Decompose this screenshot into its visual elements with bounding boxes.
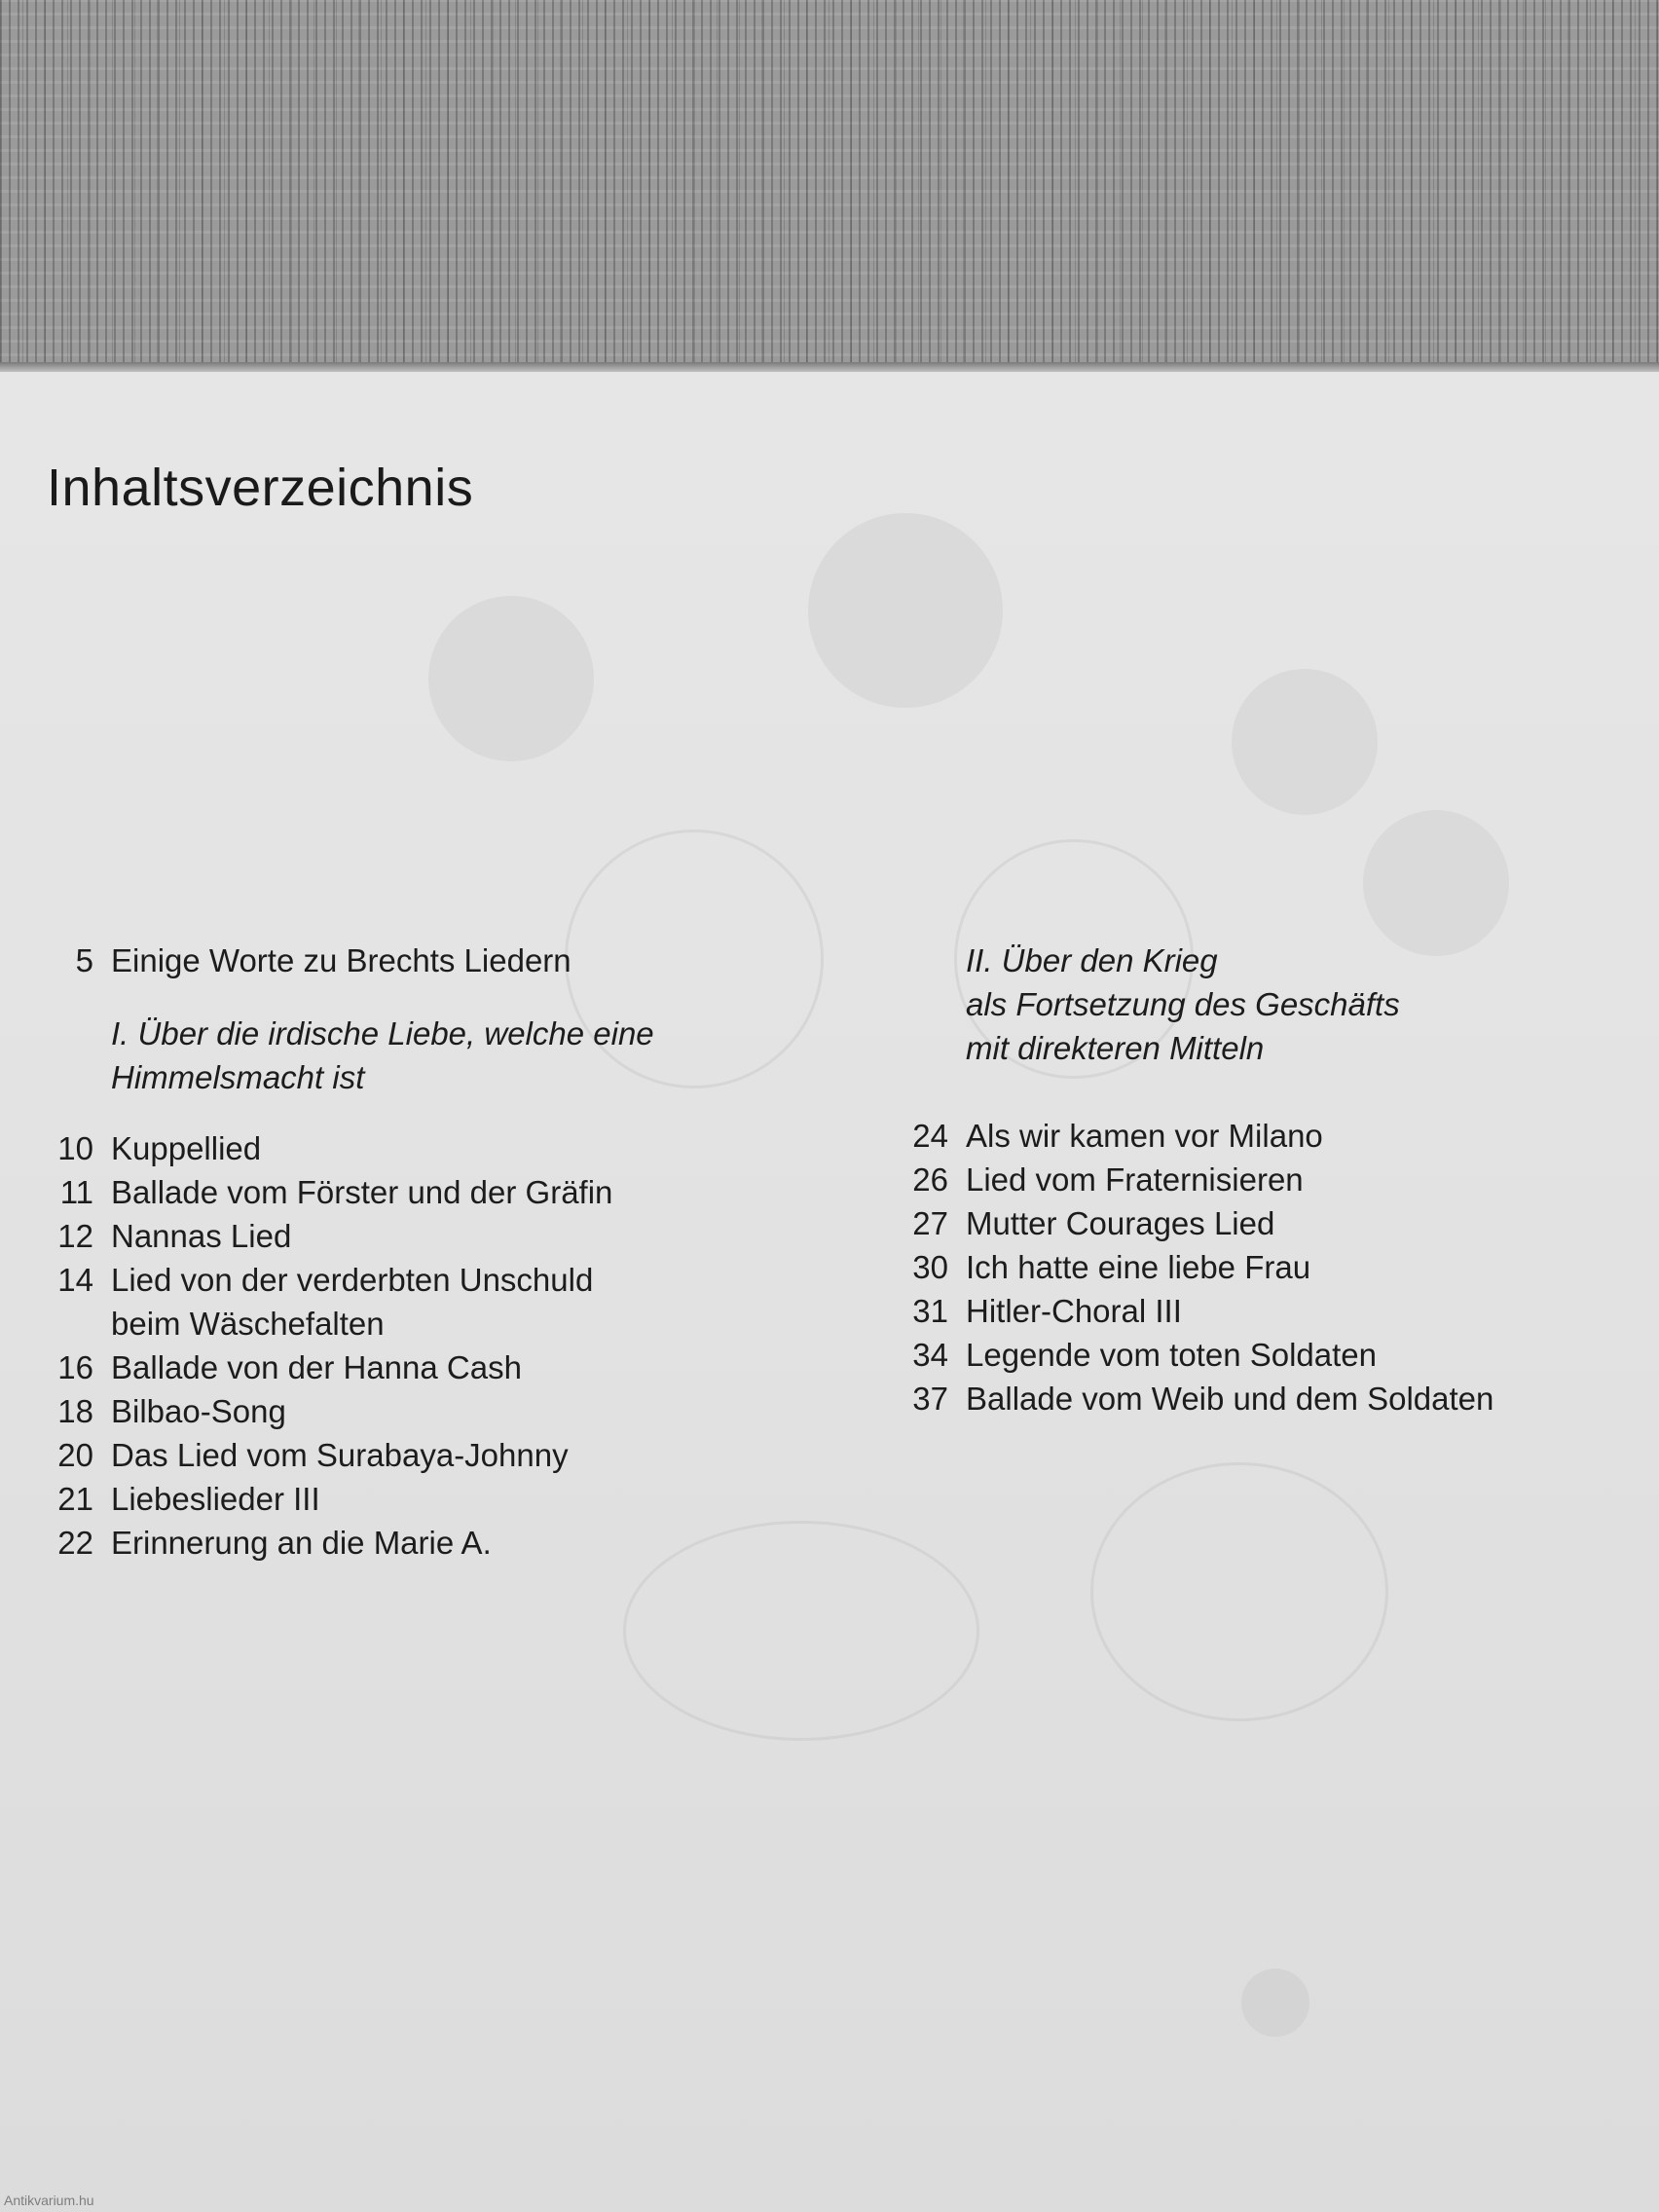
page-number: 5 [75, 942, 93, 978]
background-illustration [808, 513, 1003, 708]
toc-entry [39, 1346, 779, 1389]
toc-entry [894, 1289, 1595, 1333]
entry-title: Hitler-Choral III [966, 1293, 1182, 1329]
entry-title: Ich hatte eine liebe Frau [966, 1249, 1311, 1285]
entry-title: Kuppellied [111, 1130, 262, 1166]
background-texture [0, 0, 1659, 370]
entry-title: Lied von der verderbten Unschuld [111, 1262, 594, 1298]
entry-title: Mutter Courages Lied [966, 1205, 1275, 1241]
toc-entry [39, 1389, 779, 1433]
background-illustration [1241, 1969, 1309, 2037]
page-number: 10 [57, 1130, 93, 1166]
page-number: 31 [912, 1293, 948, 1329]
section-heading-1: I. Über die irdische Liebe, welche eine Himmelsmacht ist [111, 1015, 654, 1095]
toc-entry [894, 1201, 1595, 1245]
background-illustration [1232, 669, 1378, 815]
page-number: 14 [57, 1262, 93, 1298]
toc-entry [39, 1170, 779, 1214]
toc-entry [39, 1433, 779, 1477]
toc-entry [894, 1158, 1595, 1201]
entry-title: Als wir kamen vor Milano [966, 1118, 1323, 1154]
page-number: 11 [59, 1174, 93, 1210]
background-illustration [1090, 1462, 1388, 1721]
toc-entry [894, 1114, 1595, 1158]
page-number: 34 [912, 1337, 948, 1373]
toc-left-column [39, 939, 779, 1565]
page-number: 21 [57, 1481, 93, 1517]
page-number: 27 [912, 1205, 948, 1241]
entry-title: Ballade vom Förster und der Gräfin [111, 1174, 613, 1210]
entry-title: Einige Worte zu Brechts Liedern [111, 942, 571, 978]
entry-title: Legende vom toten Soldaten [966, 1337, 1377, 1373]
page-number: 22 [57, 1525, 93, 1561]
background-illustration [428, 596, 594, 761]
page-number: 20 [57, 1437, 93, 1473]
page-number: 24 [912, 1118, 948, 1154]
toc-entry [39, 1126, 779, 1170]
page-number: 37 [912, 1381, 948, 1417]
toc-entry [39, 939, 779, 982]
entry-title: Erinnerung an die Marie A. [111, 1525, 492, 1561]
toc-entry [39, 1521, 779, 1565]
section-heading-2: II. Über den Krieg als Fortsetzung des Geschäfts mit direkteren Mitteln [966, 942, 1400, 1066]
toc-entry [894, 1245, 1595, 1289]
page-number: 18 [57, 1393, 93, 1429]
background-illustration [1363, 810, 1509, 956]
toc-entry [39, 1214, 779, 1258]
page-title: Inhaltsverzeichnis [47, 459, 474, 517]
page-number: 30 [912, 1249, 948, 1285]
entry-title: beim Wäschefalten [111, 1306, 385, 1342]
page-number: 16 [57, 1349, 93, 1385]
entry-title: Lied vom Fraternisieren [966, 1161, 1304, 1198]
watermark: Antikvarium.hu [4, 2193, 94, 2208]
toc-entry [39, 1258, 779, 1302]
toc-entry [894, 1377, 1595, 1420]
contents-page [0, 372, 1659, 2212]
entry-title: Ballade vom Weib und dem Soldaten [966, 1381, 1494, 1417]
entry-title: Liebeslieder III [111, 1481, 320, 1517]
entry-title: Ballade von der Hanna Cash [111, 1349, 522, 1385]
page-number: 26 [912, 1161, 948, 1198]
entry-title: Nannas Lied [111, 1218, 292, 1254]
toc-entry-continuation [39, 1302, 779, 1346]
toc-entry [39, 1477, 779, 1521]
entry-title: Bilbao-Song [111, 1393, 286, 1429]
toc-entry [894, 1333, 1595, 1377]
page-number: 12 [57, 1218, 93, 1254]
toc-right-column [894, 939, 1595, 1420]
entry-title: Das Lied vom Surabaya-Johnny [111, 1437, 569, 1473]
